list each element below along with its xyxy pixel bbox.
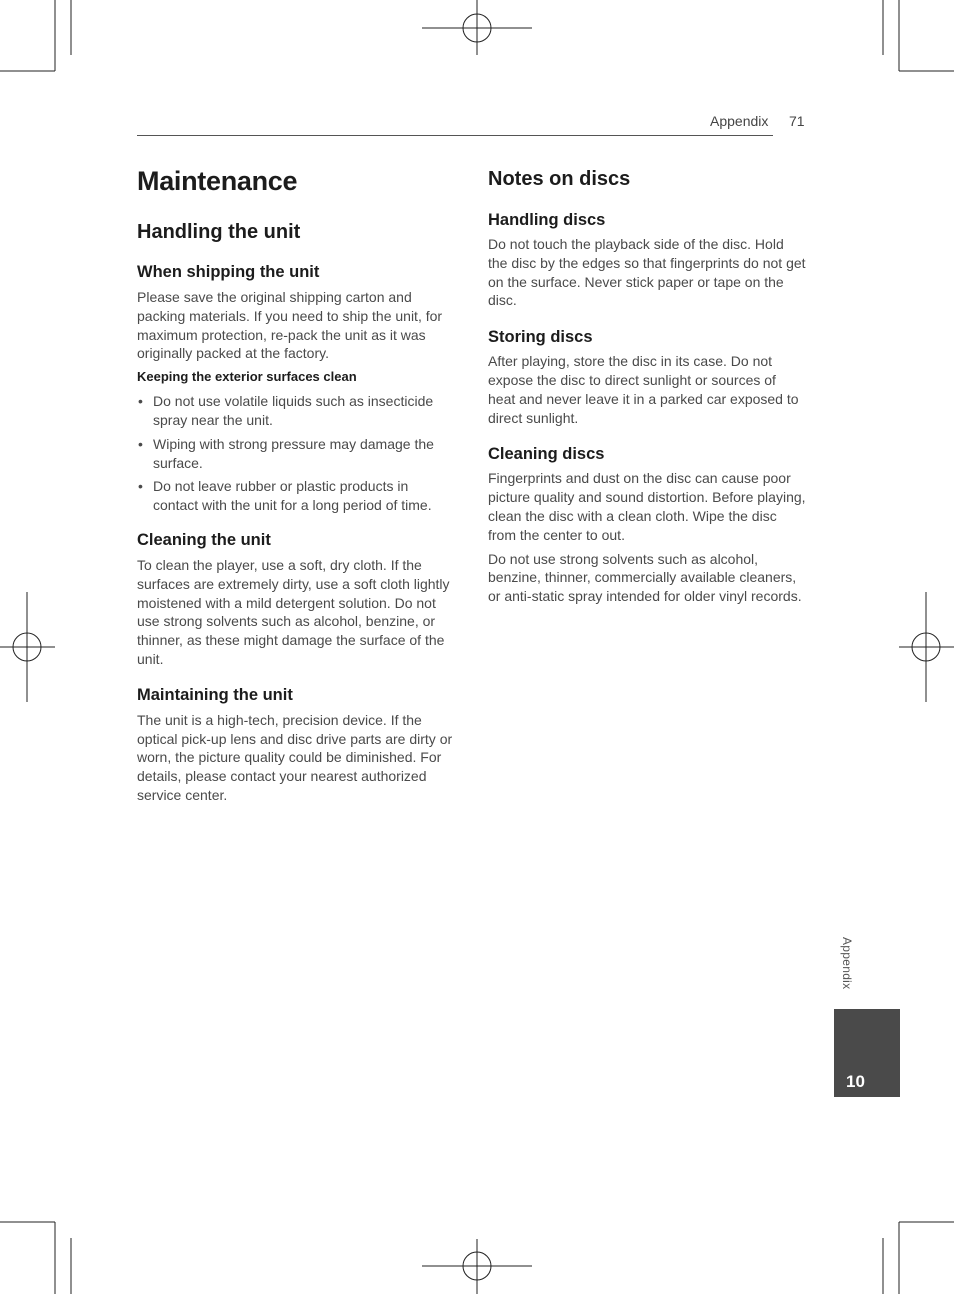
cleaning-discs-paragraph: Fingerprints and dust on the disc can cause poor picture quality and sound distortion. Before playing, clean the disc with a clean cloth. Wipe the disc from the center to out.: [488, 470, 806, 543]
subheading-shipping: When shipping the unit: [137, 263, 320, 281]
list-item-text: Do not leave rubber or plastic products in contact with the unit for a long period of time.: [153, 478, 432, 514]
subheading-exterior: Keeping the exterior surfaces clean: [137, 369, 357, 385]
chapter-number: 10: [846, 1072, 865, 1091]
running-header-section: Appendix: [710, 113, 769, 129]
subheading-cleaning-discs: Cleaning discs: [488, 445, 605, 464]
page-title: Maintenance: [137, 166, 298, 196]
side-chapter-label: Appendix: [840, 937, 854, 990]
header-rule: [137, 135, 773, 136]
list-item: [137, 435, 455, 473]
cleaning-unit-paragraph: To clean the player, use a soft, dry cloth. If the surfaces are extremely dirty, use a soft cloth lightly moistened with a mild detergent solution. Do not use strong solvents such as alcohol, benzine, or thinner, as these might damage the surface of the unit.: [137, 556, 450, 667]
bullet-glyph: •: [138, 435, 143, 452]
subheading-maintaining-unit: Maintaining the unit: [137, 685, 293, 704]
list-item-text: Do not use volatile liquids such as insecticide spray near the unit.: [153, 393, 434, 428]
right-column: [488, 162, 806, 606]
bullet-glyph: •: [138, 393, 143, 410]
section-heading-notes-on-discs: Notes on discs: [488, 168, 631, 190]
list-item-text: Wiping with strong pressure may damage the surface.: [153, 435, 434, 471]
subheading-handling-discs: Handling discs: [488, 211, 606, 229]
exterior-care-list: [137, 392, 455, 515]
section-heading-handling-unit: Handling the unit: [137, 221, 301, 243]
page-number: 71: [789, 113, 805, 129]
storing-discs-paragraph: After playing, store the disc in its case. Do not expose the disc to direct sunlight or sources of heat and never leave it in a parked car exposed to direct sunlight.: [488, 353, 799, 426]
handling-discs-paragraph: Do not touch the playback side of the disc. Hold the disc by the edges so that fingerprints do not get on the surface. Never stick paper or tape on the disc.: [488, 236, 806, 309]
subheading-cleaning-unit: Cleaning the unit: [137, 530, 271, 549]
left-column: [137, 162, 455, 805]
solvents-paragraph: Do not use strong solvents such as alcohol, benzine, thinner, commercially available cleaners, or anti-static spray intended for older vinyl records.: [488, 550, 802, 605]
bullet-glyph: •: [138, 478, 143, 495]
subheading-storing-discs: Storing discs: [488, 328, 593, 347]
list-item: [137, 477, 455, 515]
maintaining-unit-paragraph: The unit is a high-tech, precision device. If the optical pick-up lens and disc drive parts are dirty or worn, the picture quality could be diminished. For details, please contact your nearest authorized service center.: [137, 711, 453, 803]
list-item: [137, 392, 455, 430]
shipping-paragraph: Please save the original shipping carton and packing materials. If you need to ship the unit, for maximum protection, re-pack the unit as it was originally packed at the factory.: [137, 289, 443, 362]
chapter-tab: [834, 1009, 900, 1097]
